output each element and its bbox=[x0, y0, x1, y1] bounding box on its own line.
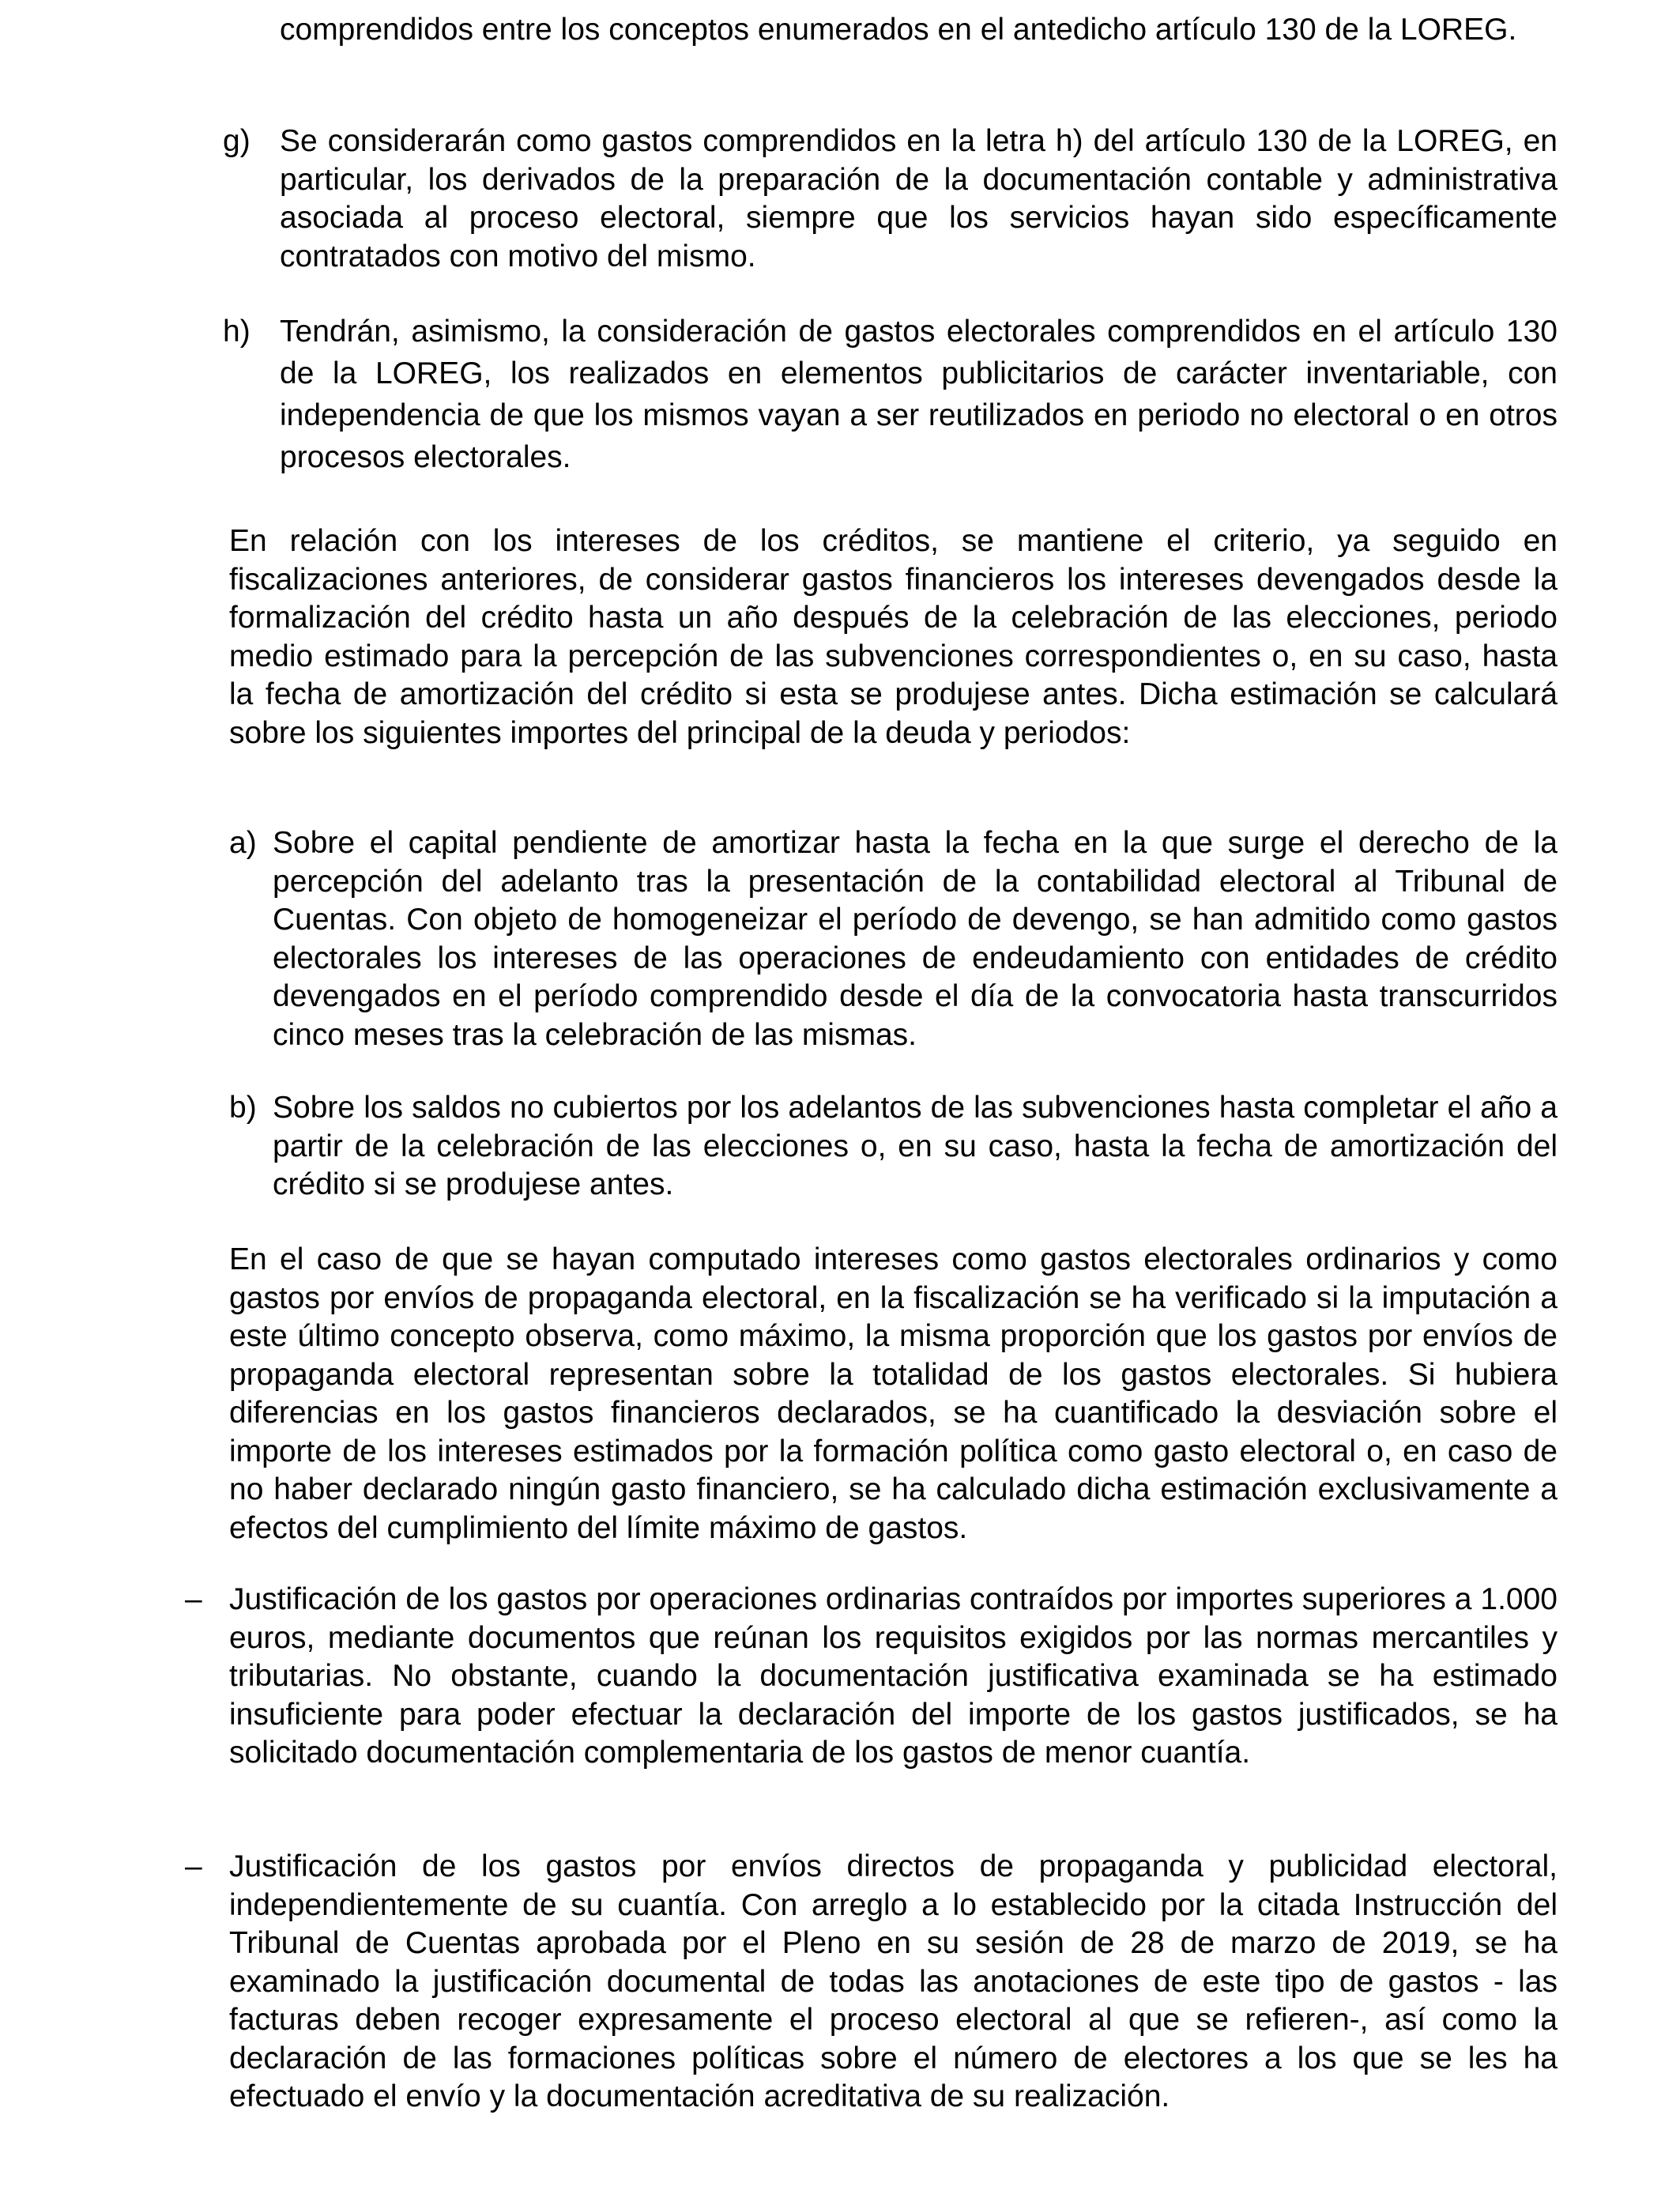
bullet-item-ordinary-expenses: Justificación de los gastos por operaciones ordinarias contraídos por importes superiores a 1.000 euros, mediante documentos que reúnan los requisitos exigidos por las normas mercantiles y tributarias. No obstante, cuando la documentación justificativa examinada se ha estimado insuficiente para poder efectuar la declaración del importe de los gastos justificados, se ha solicitado documentación complementaria de los gastos de menor cuantía. bbox=[229, 1582, 1558, 1770]
credit-interest-paragraph: En relación con los intereses de los créditos, se mantiene el criterio, ya seguido en fiscalizaciones anteriores, de considerar gastos financieros los intereses devengados desde la formalización del crédito hasta un año después de la celebración de las elecciones, periodo medio estimado para la percepción de las subvenciones correspondientes o, en su caso, hasta la fecha de amortización del crédito si esta se produjese antes. Dicha estimación se calculará sobre los siguientes importes del principal de la deuda y periodos: bbox=[229, 524, 1558, 750]
item-b-label: b) bbox=[229, 1091, 257, 1125]
interest-imputation-paragraph: En el caso de que se hayan computado intereses como gastos electorales ordinarios y como gastos por envíos de propaganda electoral, en la fiscalización se ha verificado si la imputación a este último concepto observa, como máximo, la misma proporción que los gastos por envíos de propaganda electoral representan sobre la totalidad de los gastos electorales. Si hubiera diferencias en los gastos financieros declarados, se ha cuantificado la desviación sobre el importe de los intereses estimados por la formación política como gasto electoral o, en caso de no haber declarado ningún gasto financiero, se ha calculado dicha estimación exclusivamente a efectos del cumplimiento del límite máximo de gastos. bbox=[229, 1242, 1558, 1545]
bullet-dash-2: – bbox=[185, 1849, 202, 1883]
item-b-text: Sobre los saldos no cubiertos por los adelantos de las subvenciones hasta completar el año a partir de la celebración de las elecciones o, en su caso, hasta la fecha de amortización del crédito si se produjese antes. bbox=[273, 1091, 1558, 1201]
continuation-paragraph: comprendidos entre los conceptos enumerados en el antedicho artículo 130 de la LOREG. bbox=[280, 13, 1517, 47]
item-a-label: a) bbox=[229, 826, 257, 860]
item-h-label: h) bbox=[223, 315, 250, 349]
bullet-item-propaganda-expenses: Justificación de los gastos por envíos directos de propaganda y publicidad electoral, independientemente de su cuantía. Con arreglo a lo establecido por la citada Instrucción del Tribunal de Cuentas aprobada por el Pleno en su sesión de 28 de marzo de 2019, se ha examinado la justificación documental de todas las anotaciones de este tipo de gastos - las facturas deben recoger expresamente el proceso electoral al que se refieren-, así como la declaración de las formaciones políticas sobre el número de electores a los que se les ha efectuado el envío y la documentación acreditativa de su realización. bbox=[229, 1849, 1558, 2113]
bullet-dash-1: – bbox=[185, 1582, 202, 1616]
item-g-label: g) bbox=[223, 124, 250, 158]
item-a-text: Sobre el capital pendiente de amortizar hasta la fecha en la que surge el derecho de la percepción del adelanto tras la presentación de la contabilidad electoral al Tribunal de Cuentas. Con objeto de homogeneizar el período de devengo, se han admitido como gastos electorales los intereses de las operaciones de endeudamiento con entidades de crédito devengados en el período comprendido desde el día de la convocatoria hasta transcurridos cinco meses tras la celebración de las mismas. bbox=[273, 826, 1558, 1052]
item-h-text: Tendrán, asimismo, la consideración de gastos electorales comprendidos en el artículo 130 de la LOREG, los realizados en elementos publicitarios de carácter inventariable, con independencia de que los mismos vayan a ser reutilizados en periodo no electoral o en otros procesos electorales. bbox=[280, 315, 1558, 474]
item-g-text: Se considerarán como gastos comprendidos en la letra h) del artículo 130 de la LOREG, en particular, los derivados de la preparación de la documentación contable y administrativa asociada al proceso electoral, siempre que los servicios hayan sido específicamente contratados con motivo del mismo. bbox=[280, 124, 1558, 273]
